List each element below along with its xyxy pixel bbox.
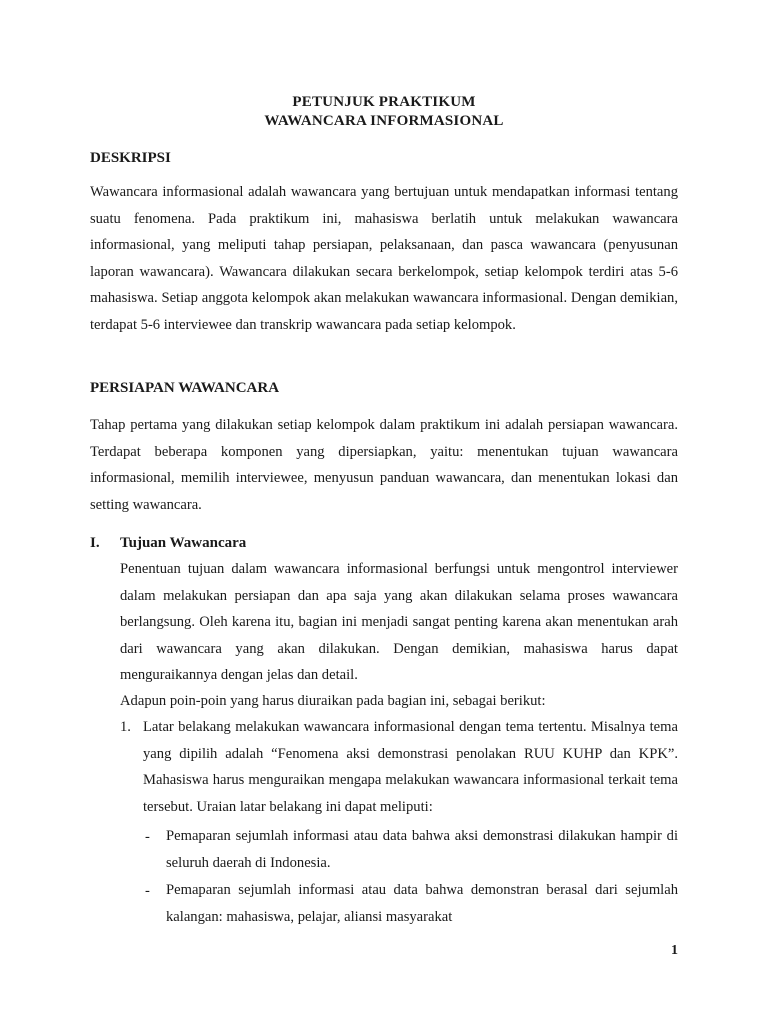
bullet-2-marker: - [145,883,150,899]
section-1-number: I. [90,535,100,551]
document-title-line-1: PETUNJUK PRAKTIKUM [292,94,476,110]
section-1-title: Tujuan Wawancara [120,535,247,551]
bullet-1-text: Pemaparan sejumlah informasi atau data bahwa aksi demonstrasi dilakukan hampir di seluruh daerah di Indonesia. [166,828,678,871]
list-item-1-text: Latar belakang melakukan wawancara informasional dengan tema tertentu. Misalnya tema yang dipilih adalah “Fenomena aksi demonstrasi penolakan RUU KUHP dan KPK”. Mahasiswa harus menguraikan mengapa melakukan wawancara informasional terkait tema tersebut. Uraian latar belakang ini dapat meliputi: [143,719,678,815]
deskripsi-paragraph: Wawancara informasional adalah wawancara yang bertujuan untuk mendapatkan informasi tentang suatu fenomena. Pada praktikum ini, mahasiswa berlatih untuk melakukan wawancara informasional, yang meliputi tahap persiapan, pelaksanaan, dan pasca wawancara (penyusunan laporan wawancara). Wawancara dilakukan secara berkelompok, setiap kelompok terdiri atas 5-6 mahasiswa. Setiap anggota kelompok akan melakukan wawancara informasional. Dengan demikian, terdapat 5-6 interviewee dan transkrip wawancara pada setiap kelompok. [90,184,678,333]
section-1-intro: Adapun poin-poin yang harus diuraikan pada bagian ini, sebagai berikut: [120,693,546,709]
section-1-paragraph: Penentuan tujuan dalam wawancara informasional berfungsi untuk mengontrol interviewer dalam melakukan persiapan dan apa saja yang akan dilakukan selama proses wawancara berlangsung. Oleh karena itu, bagian ini menjadi sangat penting karena akan menentukan arah dari wawancara yang akan dilakukan. Dengan demikian, mahasiswa harus dapat menguraikannya dengan jelas dan detail. [120,561,678,684]
page-number: 1 [671,943,678,958]
document-title-line-2: WAWANCARA INFORMASIONAL [264,113,504,129]
persiapan-heading: PERSIAPAN WAWANCARA [90,380,280,396]
bullet-1-marker: - [145,829,150,845]
list-item-1-number: 1. [120,719,131,735]
persiapan-paragraph: Tahap pertama yang dilakukan setiap kelompok dalam praktikum ini adalah persiapan wawancara. Terdapat beberapa komponen yang dipersiapkan, yaitu: menentukan tujuan wawancara informasional, memilih interviewee, menyusun panduan wawancara, dan menentukan lokasi dan setting wawancara. [90,417,678,513]
deskripsi-heading: DESKRIPSI [90,150,171,166]
bullet-2-text: Pemaparan sejumlah informasi atau data bahwa demonstran berasal dari sejumlah kalangan: mahasiswa, pelajar, aliansi masyarakat [166,882,678,925]
